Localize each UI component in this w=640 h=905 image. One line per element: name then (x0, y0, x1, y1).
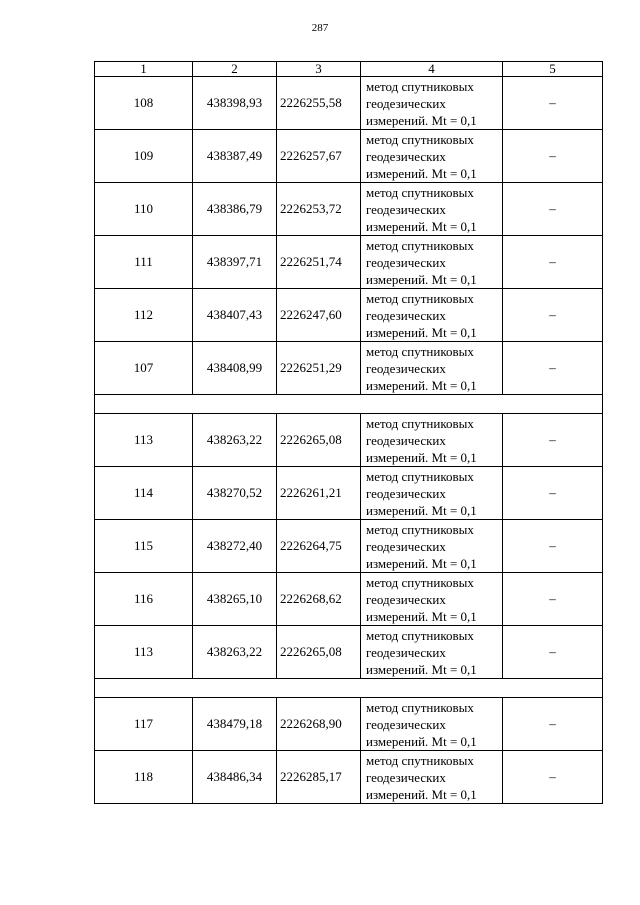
y-coordinate-cell: 2226265,08 (277, 626, 361, 679)
x-coordinate-cell: 438272,40 (193, 520, 277, 573)
point-number-cell: 117 (95, 698, 193, 751)
note-cell: – (503, 289, 603, 342)
x-coordinate-cell: 438486,34 (193, 751, 277, 804)
note-cell: – (503, 573, 603, 626)
method-line: измерений. Mt = 0,1 (366, 112, 477, 128)
point-number-cell: 110 (95, 183, 193, 236)
note-cell: – (503, 698, 603, 751)
method-line: геодезических (366, 644, 446, 660)
method-cell (361, 698, 503, 751)
note-cell: – (503, 414, 603, 467)
x-coordinate-cell: 438265,10 (193, 573, 277, 626)
y-coordinate-cell: 2226251,74 (277, 236, 361, 289)
note-cell: – (503, 751, 603, 804)
method-line: метод спутниковых (366, 627, 474, 643)
point-number-cell: 116 (95, 573, 193, 626)
x-coordinate-cell: 438270,52 (193, 467, 277, 520)
method-cell (361, 289, 503, 342)
method-line: метод спутниковых (366, 78, 474, 94)
method-cell (361, 467, 503, 520)
method-cell (361, 626, 503, 679)
table-header-row (95, 62, 603, 77)
y-coordinate-cell: 2226268,90 (277, 698, 361, 751)
x-coordinate-cell: 438387,49 (193, 130, 277, 183)
method-line: геодезических (366, 360, 446, 376)
coordinates-table (94, 61, 603, 804)
method-line: измерений. Mt = 0,1 (366, 608, 477, 624)
note-cell: – (503, 77, 603, 130)
column-header: 3 (277, 62, 361, 77)
method-line: метод спутниковых (366, 131, 474, 147)
group-separator-cell (95, 395, 603, 414)
method-line: измерений. Mt = 0,1 (366, 786, 477, 802)
y-coordinate-cell: 2226264,75 (277, 520, 361, 573)
table-row (95, 289, 603, 342)
method-line: геодезических (366, 95, 446, 111)
y-coordinate-cell: 2226285,17 (277, 751, 361, 804)
method-line: измерений. Mt = 0,1 (366, 271, 477, 287)
method-line: геодезических (366, 591, 446, 607)
method-line: метод спутниковых (366, 574, 474, 590)
point-number-cell: 109 (95, 130, 193, 183)
group-separator-row (95, 679, 603, 698)
method-line: метод спутниковых (366, 184, 474, 200)
y-coordinate-cell: 2226255,58 (277, 77, 361, 130)
y-coordinate-cell: 2226257,67 (277, 130, 361, 183)
page-number: 287 (311, 22, 329, 34)
group-separator-row (95, 395, 603, 414)
method-line: метод спутниковых (366, 699, 474, 715)
method-line: геодезических (366, 432, 446, 448)
point-number-cell: 112 (95, 289, 193, 342)
x-coordinate-cell: 438386,79 (193, 183, 277, 236)
method-cell (361, 414, 503, 467)
point-number-cell: 107 (95, 342, 193, 395)
table-row (95, 467, 603, 520)
x-coordinate-cell: 438408,99 (193, 342, 277, 395)
note-cell: – (503, 130, 603, 183)
y-coordinate-cell: 2226251,29 (277, 342, 361, 395)
method-line: измерений. Mt = 0,1 (366, 502, 477, 518)
x-coordinate-cell: 438263,22 (193, 414, 277, 467)
table-row (95, 77, 603, 130)
method-cell (361, 342, 503, 395)
method-line: измерений. Mt = 0,1 (366, 661, 477, 677)
note-cell: – (503, 467, 603, 520)
method-line: метод спутниковых (366, 290, 474, 306)
column-header: 1 (95, 62, 193, 77)
point-number-cell: 113 (95, 414, 193, 467)
table-row (95, 183, 603, 236)
method-line: метод спутниковых (366, 343, 474, 359)
method-line: геодезических (366, 716, 446, 732)
point-number-cell: 115 (95, 520, 193, 573)
point-number-cell: 114 (95, 467, 193, 520)
method-line: геодезических (366, 307, 446, 323)
method-line: метод спутниковых (366, 521, 474, 537)
table-row (95, 520, 603, 573)
point-number-cell: 111 (95, 236, 193, 289)
method-line: геодезических (366, 538, 446, 554)
method-cell (361, 183, 503, 236)
note-cell: – (503, 183, 603, 236)
method-line: метод спутниковых (366, 415, 474, 431)
method-line: метод спутниковых (366, 752, 474, 768)
method-line: измерений. Mt = 0,1 (366, 324, 477, 340)
y-coordinate-cell: 2226265,08 (277, 414, 361, 467)
method-line: геодезических (366, 485, 446, 501)
point-number-cell: 113 (95, 626, 193, 679)
note-cell: – (503, 626, 603, 679)
note-cell: – (503, 342, 603, 395)
table-row (95, 236, 603, 289)
group-separator-cell (95, 679, 603, 698)
method-line: измерений. Mt = 0,1 (366, 449, 477, 465)
x-coordinate-cell: 438263,22 (193, 626, 277, 679)
x-coordinate-cell: 438479,18 (193, 698, 277, 751)
method-cell (361, 130, 503, 183)
method-line: измерений. Mt = 0,1 (366, 218, 477, 234)
method-line: метод спутниковых (366, 237, 474, 253)
table-row (95, 414, 603, 467)
table-row (95, 698, 603, 751)
table-row (95, 130, 603, 183)
table-row (95, 573, 603, 626)
method-line: измерений. Mt = 0,1 (366, 555, 477, 571)
x-coordinate-cell: 438397,71 (193, 236, 277, 289)
table-body (95, 77, 603, 804)
method-line: геодезических (366, 148, 446, 164)
y-coordinate-cell: 2226247,60 (277, 289, 361, 342)
y-coordinate-cell: 2226261,21 (277, 467, 361, 520)
method-line: геодезических (366, 201, 446, 217)
point-number-cell: 108 (95, 77, 193, 130)
column-header: 4 (361, 62, 503, 77)
method-cell (361, 751, 503, 804)
column-header: 5 (503, 62, 603, 77)
method-cell (361, 77, 503, 130)
y-coordinate-cell: 2226253,72 (277, 183, 361, 236)
x-coordinate-cell: 438398,93 (193, 77, 277, 130)
method-cell (361, 236, 503, 289)
method-cell (361, 520, 503, 573)
method-line: измерений. Mt = 0,1 (366, 733, 477, 749)
point-number-cell: 118 (95, 751, 193, 804)
table-row (95, 342, 603, 395)
note-cell: – (503, 236, 603, 289)
table-row (95, 751, 603, 804)
y-coordinate-cell: 2226268,62 (277, 573, 361, 626)
column-header: 2 (193, 62, 277, 77)
method-cell (361, 573, 503, 626)
table-row (95, 626, 603, 679)
method-line: метод спутниковых (366, 468, 474, 484)
method-line: геодезических (366, 254, 446, 270)
method-line: измерений. Mt = 0,1 (366, 377, 477, 393)
x-coordinate-cell: 438407,43 (193, 289, 277, 342)
note-cell: – (503, 520, 603, 573)
method-line: геодезических (366, 769, 446, 785)
method-line: измерений. Mt = 0,1 (366, 165, 477, 181)
